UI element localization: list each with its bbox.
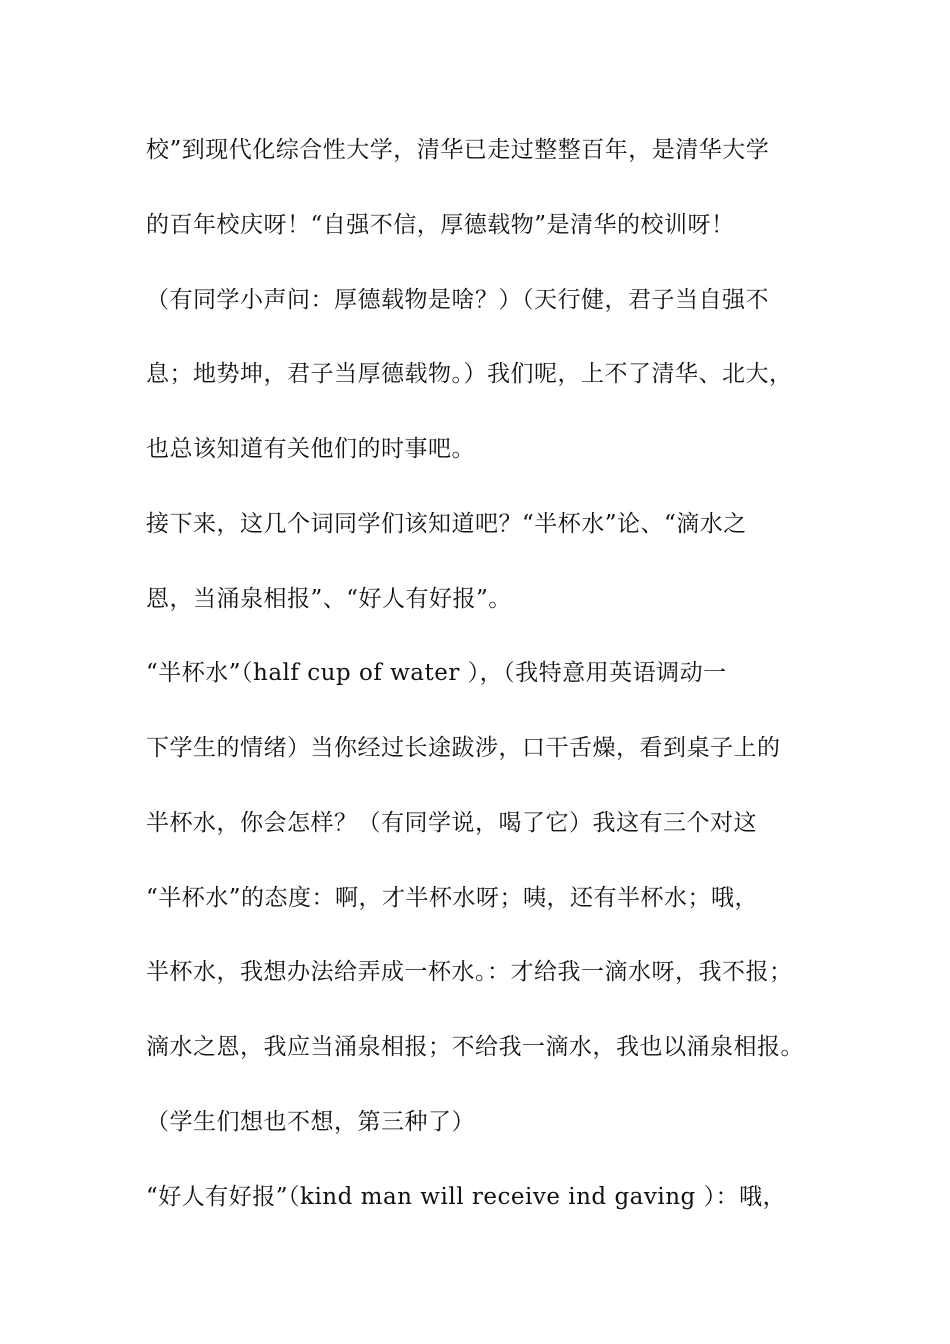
text-line: 的百年校庆呀！“自强不信，厚德载物”是清华的校训呀！ [146,212,735,238]
text-line: 下学生的情绪）当你经过长途跋涉，口干舌燥，看到桌子上的 [146,735,781,761]
text-line: 也总该知道有关他们的时事吧。 [146,436,475,462]
text-line: 滴水之恩，我应当涌泉相报；不给我一滴水，我也以涌泉相报。 [146,1034,804,1060]
text-line: 半杯水，我想办法给弄成一杯水。：才给我一滴水呀，我不报； [146,959,793,985]
text-line: （有同学小声问：厚德载物是啥？）（天行健，君子当自强不 [146,287,769,313]
text-line: “半杯水”（half cup of water ），（我特意用英语调动一 [146,660,727,686]
text-line: 半杯水，你会怎样？（有同学说，喝了它）我这有三个对这 [146,810,757,836]
text-line: “半杯水”的态度：啊，才半杯水呀；咦，还有半杯水；哦， [146,885,759,911]
text-line: （学生们想也不想，第三种了） [146,1109,475,1135]
text-line: 息；地势坤，君子当厚德载物。）我们呢，上不了清华、北大， [146,361,793,387]
text-line: 接下来，这几个词同学们该知道吧？“半杯水”论、“滴水之 [146,511,747,537]
text-line: “好人有好报”（kind man will receive ind gaving ）：哦， [146,1184,787,1210]
text-line: 恩，当涌泉相报”、“好人有好报”。 [146,586,512,612]
text-line: 校”到现代化综合性大学，清华已走过整整百年，是清华大学 [146,137,770,163]
